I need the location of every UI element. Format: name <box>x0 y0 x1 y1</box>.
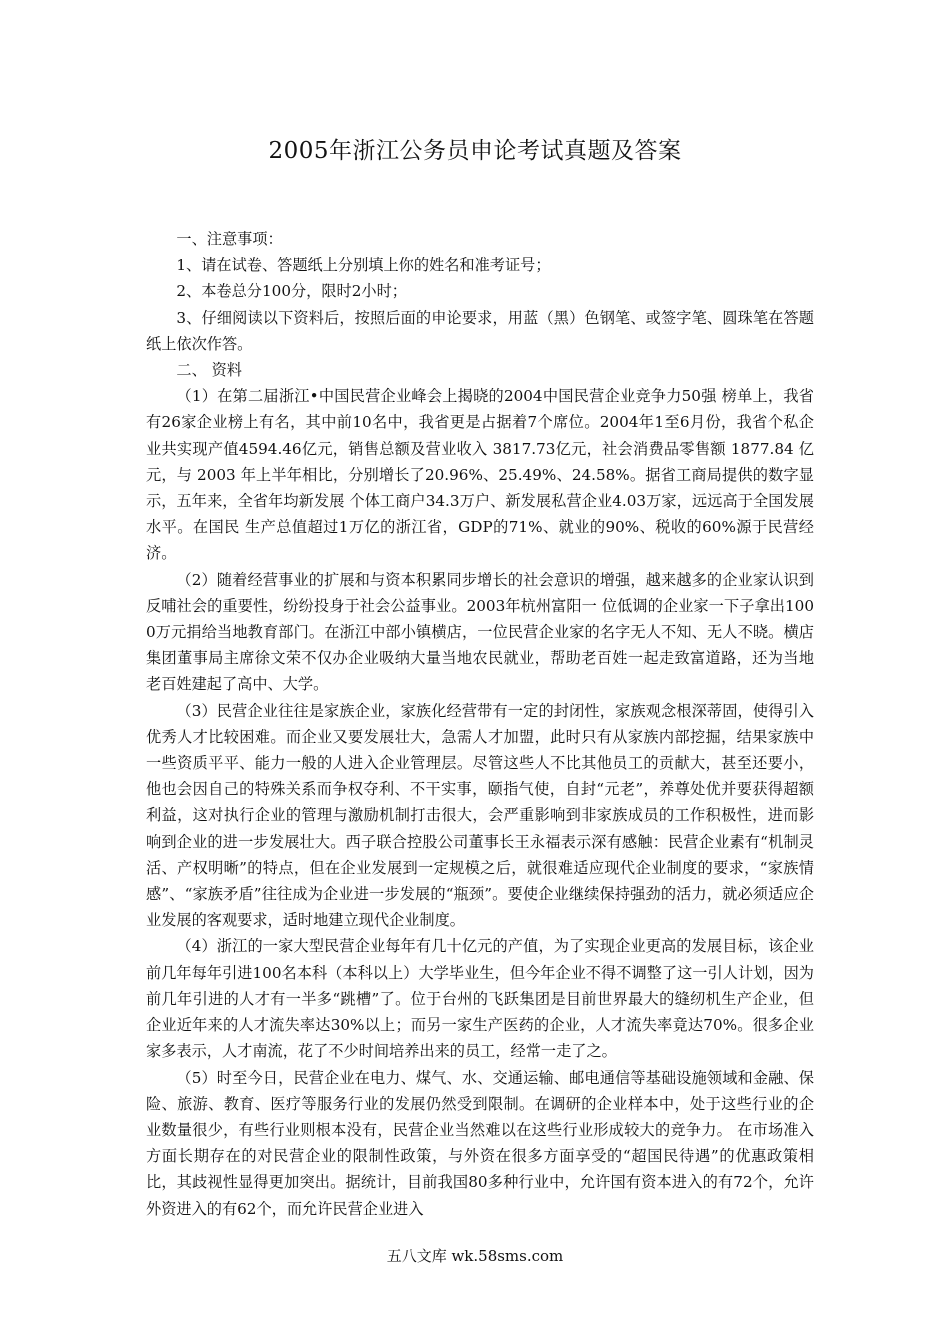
page-footer-watermark: 五八文库 wk.58sms.com <box>386 1247 564 1265</box>
paragraph-material-4: （4）浙江的一家大型民营企业每年有几十亿元的产值，为了实现企业更高的发展目标，该企业前几年每年引进100名本科（本科以上）大学毕业生，但今年企业不得不调整了这一引人计划，因为前几年引进的人才有一半多“跳槽”了。位于台州的飞跃集团是目前世界最大的缝纫机生产企业，但企业近年来的人才流失率达30%以上；而另一家生产医药的企业，人才流失率竟达70%。很多企业家多表示，人才南流，花了不少时间培养出来的员工，经常一走了之。 <box>146 937 814 1061</box>
paragraph-materials-heading: 二、 资料 <box>176 361 242 380</box>
paragraph-material-2: （2）随着经营事业的扩展和与资本积累同步增长的社会意识的增强，越来越多的企业家认识到反哺社会的重要性，纷纷投身于社会公益事业。2003年杭州富阳一 位低调的企业家一下子拿出1000万元捐给当地教育部门。在浙江中部小镇横店，一位民营企业家的名字无人不知、无人不晓。横店集团董事局主席徐文荣不仅办企业吸纳大量当地农民就业，帮助老百姓一起走致富道路，还为当地老百姓建起了高中、大学。 <box>146 570 814 694</box>
document-title: 2005年浙江公务员申论考试真题及答案 <box>268 138 682 164</box>
paragraph-notice-2: 2、本卷总分100分，限时2小时； <box>176 282 407 301</box>
paragraph-material-5: （5）时至今日，民营企业在电力、煤气、水、交通运输、邮电通信等基础设施领域和金融、保险、旅游、教育、医疗等服务行业的发展仍然受到限制。在调研的企业样本中，处于这些行业的企业数量很少，有些行业则根本没有，民营企业当然难以在这些行业形成较大的竞争力。 在市场准入方面长期存在的对民营企业的限制性政策，与外资在很多方面享受的“超国民待遇”的优惠政策相比，其歧视性显得更加突出。据统计，目前我国80多种行业中，允许国有资本进入的有72个，允许外资进入的有62个，而允许民营企业进入 <box>146 1068 814 1218</box>
document-body <box>146 226 814 1222</box>
paragraph-notice-heading: 一、注意事项： <box>176 230 283 248</box>
paragraph-material-3: （3）民营企业往往是家族企业，家族化经营带有一定的封闭性，家族观念根深蒂固，使得引入优秀人才比较困难。而企业又要发展壮大，急需人才加盟，此时只有从家族内部挖掘，结果家族中一些资质平平、能力一般的人进入企业管理层。尽管这些人不比其他员工的贡献大，甚至还要小，他也会因自己的特殊关系而争权夺利、不干实事，颐指气使，自封“元老”，养尊处优并要获得超额利益，这对执行企业的管理与激励机制打击很大，会严重影响到非家族成员的工作积极性，进而影响到企业的进一步发展壮大。西子联合控股公司董事长王永福表示深有感触：民营企业素有“机制灵活、产权明晰”的特点，但在企业发展到一定规模之后，就很难适应现代企业制度的要求，“家族情感”、“家族矛盾”往往成为企业进一步发展的“瓶颈”。要使企业继续保持强劲的活力，就必须适应企业发展的客观要求，适时地建立现代企业制度。 <box>146 701 814 930</box>
paragraph-material-1: （1）在第二届浙江•中国民营企业峰会上揭晓的2004中国民营企业竞争力50强 榜单上，我省有26家企业榜上有名，其中前10名中，我省更是占据着7个席位。2004年1至6月份，我省个私企业共实现产值4594.46亿元，销售总额及营业收入 3817.73亿元，社会消费品零售额 1877.84 亿元，与 2003 年上半年相比，分别增长了20.96%、25.49%、24.58%。据省工商局提供的数字显示，五年来，全省年均新发展 个体工商户34.3万户、新发展私营企业4.03万家，远远高于全国发展水平。在国民 生产总值超过1万亿的浙江省，GDP的71%、就业的90%、税收的60%源于民营经济。 <box>146 387 814 563</box>
paragraph-notice-1: 1、请在试卷、答题纸上分别填上你的姓名和准考证号； <box>176 256 551 275</box>
paragraph-notice-3: 3、仔细阅读以下资料后，按照后面的申论要求，用蓝（黑）色钢笔、或签字笔、圆珠笔在答题纸上依次作答。 <box>146 308 814 353</box>
